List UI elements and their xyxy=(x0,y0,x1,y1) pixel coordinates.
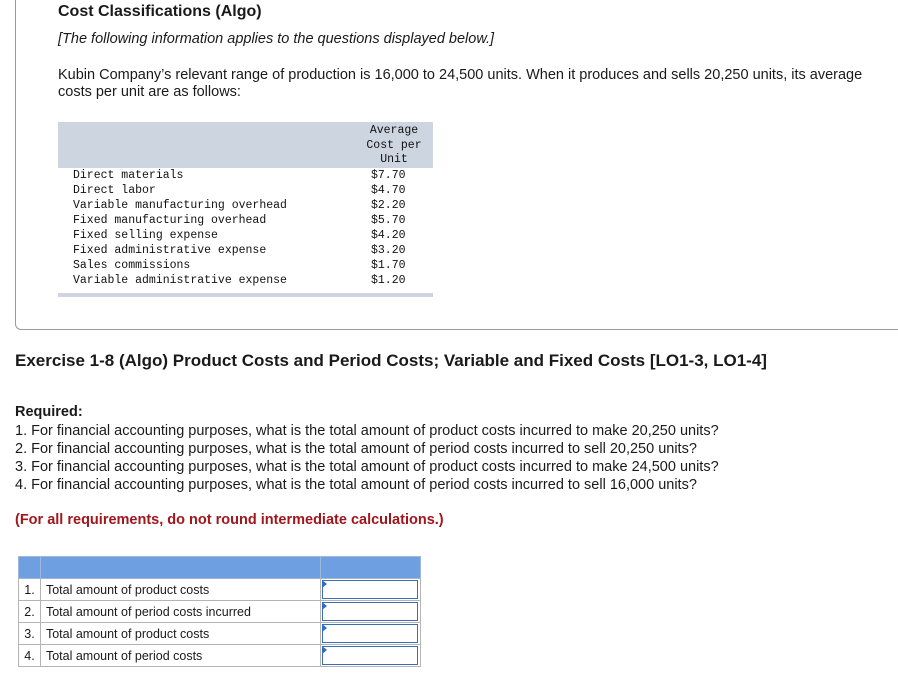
cost-label: Variable administrative expense xyxy=(73,274,287,287)
answer-input-1[interactable] xyxy=(322,580,418,599)
answer-row xyxy=(19,601,421,623)
cost-label: Variable manufacturing overhead xyxy=(73,199,287,212)
cost-table-footer xyxy=(58,293,433,297)
required-label: Required: xyxy=(15,404,83,420)
cost-label: Direct materials xyxy=(73,169,184,182)
cost-value: $4.20 xyxy=(371,229,406,242)
answer-input-2[interactable] xyxy=(322,602,418,621)
cost-row xyxy=(58,243,433,258)
cost-value: $4.70 xyxy=(371,184,406,197)
answer-row xyxy=(19,579,421,601)
cost-row xyxy=(58,168,433,183)
cost-value: $1.20 xyxy=(371,274,406,287)
intro-note: [The following information applies to the questions displayed below.] xyxy=(58,31,495,47)
cost-label: Sales commissions xyxy=(73,259,191,272)
answer-label: Total amount of product costs xyxy=(40,623,320,645)
cost-row xyxy=(58,273,433,288)
cost-value: $7.70 xyxy=(371,169,406,182)
exercise-title: Exercise 1-8 (Algo) Product Costs and Period Costs; Variable and Fixed Costs [LO1-3, LO1-4] xyxy=(15,351,767,370)
cost-label: Direct labor xyxy=(73,184,156,197)
answer-number: 1. xyxy=(19,579,41,601)
scenario-text: Kubin Company’s relevant range of production is 16,000 to 24,500 units. When it produces and sells 20,250 units, its average costs per unit are as follows: xyxy=(58,67,863,100)
requirement-item: 1. For financial accounting purposes, what is the total amount of product costs incurred to make 20,250 units? xyxy=(15,423,719,439)
cost-value: $1.70 xyxy=(371,259,406,272)
cost-table xyxy=(58,122,433,297)
cost-row xyxy=(58,198,433,213)
cost-column-header: Average Cost per Unit xyxy=(366,124,422,166)
cost-row xyxy=(58,213,433,228)
cost-row xyxy=(58,228,433,243)
cost-value: $2.20 xyxy=(371,199,406,212)
cost-row xyxy=(58,258,433,273)
cost-label: Fixed manufacturing overhead xyxy=(73,214,267,227)
requirement-item: 3. For financial accounting purposes, what is the total amount of product costs incurred to make 24,500 units? xyxy=(15,459,719,475)
requirements-list xyxy=(15,422,719,494)
answer-table xyxy=(18,556,421,667)
answer-label: Total amount of period costs xyxy=(40,645,320,667)
rounding-note: (For all requirements, do not round intermediate calculations.) xyxy=(15,512,444,528)
cost-value: $3.20 xyxy=(371,244,406,257)
answer-row xyxy=(19,645,421,667)
cost-label: Fixed selling expense xyxy=(73,229,218,242)
answer-input-4[interactable] xyxy=(322,646,418,665)
cost-row xyxy=(58,183,433,198)
answer-input-3[interactable] xyxy=(322,624,418,643)
cost-value: $5.70 xyxy=(371,214,406,227)
answer-label: Total amount of period costs incurred xyxy=(40,601,320,623)
answer-table-header xyxy=(19,557,421,579)
cost-label: Fixed administrative expense xyxy=(73,244,267,257)
cost-table-header xyxy=(58,122,433,168)
cost-table-body xyxy=(58,168,433,288)
answer-number: 2. xyxy=(19,601,41,623)
answer-row xyxy=(19,623,421,645)
requirement-item: 4. For financial accounting purposes, what is the total amount of period costs incurred to sell 16,000 units? xyxy=(15,477,697,493)
requirement-item: 2. For financial accounting purposes, what is the total amount of period costs incurred to sell 20,250 units? xyxy=(15,441,697,457)
answer-number: 4. xyxy=(19,645,41,667)
section-title: Cost Classifications (Algo) xyxy=(58,3,262,20)
answer-number: 3. xyxy=(19,623,41,645)
answer-label: Total amount of product costs xyxy=(40,579,320,601)
